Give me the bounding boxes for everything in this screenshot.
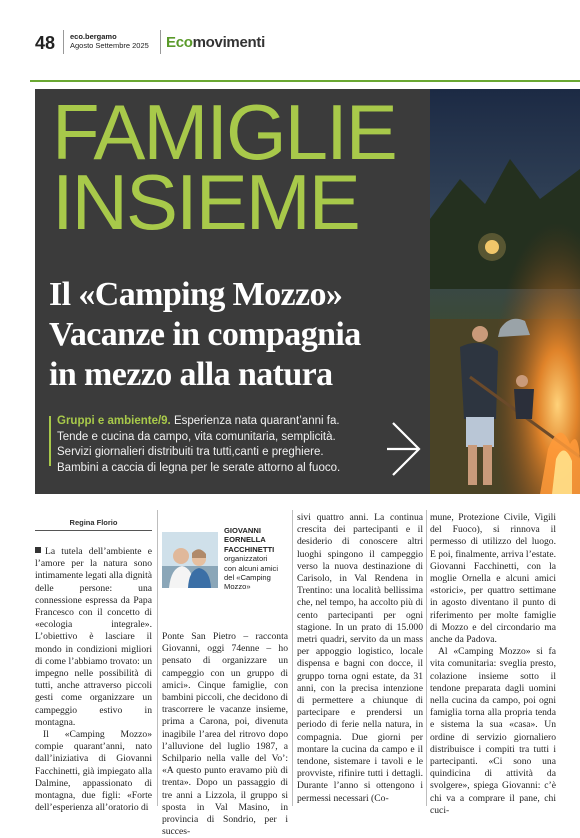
section-title — [166, 34, 265, 51]
caption-role-1: organizzatori — [224, 554, 268, 564]
paragraph: Al «Camping Mozzo» si fa vita comunitaria: sveglia presto, colazione insieme sotto il tendone preparata dagli uomini nella cucina da campo, poi ogni famiglia torna alla propria tenda e sistema la sua «casa». Un ordine di servizio giornaliero distribuisce i compiti tra tutti i partecipanti. «Ci sono una quindicina di attività da svolgere», spiega Giovanni: c’è chi va a comprare il pane, chi cuci- — [430, 646, 556, 816]
article-title — [49, 275, 361, 395]
paragraph: sivi quattro anni. La continua crescita dei partecipanti e il desiderio di conoscere altri luoghi spingono il campeggio verso la nuova destinazione di Carisolo, in Val Rendena in Trentino: una località bellissima che, nel tempo, ha accolto più di cento partecipanti per ogni stagione. In un prato di 15.000 metri quadri, servito da un mass per appoggio logistico, locale dispensa e bagni con docce, il gruppo torna ogni estate, da 31 anni, con la precisa intenzione di permettere a chiunque di partecipare e prendersi un periodo di ferie nella natura, in compagnia. Due giorni per montare la cucina da campo e il tendone, sistemare i tavoli e le provviste, rifinire tutti i dettagli. Durante l’anno si ottengono i permessi necessari (Co- — [297, 512, 423, 804]
issue-date: Agosto Settembre 2025 — [70, 41, 149, 50]
paragraph-text: La tutela dell’ambiente e l’amore per la natura sono intimamente legati alla dignità delle persone: una connessione espressa da Papa Francesco con il concetto di «ecologia integrale». L’obiettivo è lasciare il mondo in condizioni migliori di come l’abbiamo trovato: un impegno nelle possibilità di tutti, anche attraverso piccoli gesti come organizzare un campeggio estivo in montagna. — [35, 546, 152, 728]
summary-accent-bar — [49, 416, 51, 466]
header-divider — [160, 30, 161, 54]
portrait-caption — [224, 526, 294, 592]
column-divider — [292, 510, 293, 806]
summary-line-3: Servizi giornalieri distribuiti tra tutti,canti e preghiere. — [57, 446, 324, 458]
header-divider — [63, 30, 64, 54]
summary-line-4: Bambini a caccia di legna per le serate attorno al fuoco. — [57, 461, 341, 474]
text-column-3 — [297, 512, 423, 805]
caption-role-3: del «Camping — [224, 573, 271, 583]
caption-role-4: Mozzo» — [224, 582, 251, 592]
caption-name-3: FACCHINETTI — [224, 544, 275, 554]
section-rest: movimenti — [192, 34, 265, 51]
page-header — [0, 0, 580, 80]
summary-lead: Gruppi e ambiente/9. — [57, 415, 171, 427]
paragraph: Il «Camping Mozzo» compie quarant’anni, nato dall’iniziativa di Giovanni Facchinetti, già impiegato alla Dalmine, appassionato di montagna, due figli: «Forte dell’esperienza all’oratorio di — [35, 729, 152, 814]
caption-name-1: GIOVANNI — [224, 526, 261, 535]
caption-role-2: con alcuni amici — [224, 563, 279, 573]
page-number: 48 — [35, 33, 56, 53]
portrait-photo — [162, 532, 218, 588]
title-line-1: Il «Camping Mozzo» — [49, 276, 343, 313]
kicker-headline — [52, 88, 396, 246]
summary-line-1: Esperienza nata quarant’anni fa. — [170, 415, 340, 427]
publication-name: eco.bergamo — [70, 32, 117, 41]
publication-info — [70, 32, 149, 50]
column-divider — [426, 510, 427, 806]
text-column-1 — [35, 546, 152, 814]
campfire-photo-illustration — [430, 89, 580, 494]
chevron-right-icon — [387, 419, 423, 479]
article-summary — [57, 414, 402, 476]
text-column-4 — [430, 512, 556, 817]
header-rule — [30, 80, 580, 82]
paragraph — [35, 546, 152, 729]
kicker-line-1: FAMIGLIE — [52, 88, 396, 176]
caption-name-2: EORNELLA — [224, 535, 266, 545]
summary-line-2: Tende e cucina da campo, vita comunitaria, semplicità. — [57, 430, 336, 443]
paragraph: Ponte San Pietro – racconta Giovanni, oggi 74enne – ho pensato di organizzare un campeggio con un gruppo di amici». Cinque famiglie, con bambini piccoli, che decidono di trascorrere le vacanze insieme, prima a Carona, poi, divenuta inagibile l’area del ritrovo dopo l’alluvione del luglio 1987, a Schilpario nella valle del Vo’: «A questo punto eravamo più di trenta». Dopo un passaggio di tre anni a Lizzola, il gruppo si sposta in Val Masino, in provincia di Sondrio, per i succes- — [162, 631, 288, 838]
text-column-2 — [162, 631, 288, 838]
byline-rule — [35, 530, 152, 531]
campfire-photo — [430, 89, 580, 494]
square-bullet-icon — [35, 547, 41, 553]
kicker-line-2: INSIEME — [52, 158, 359, 246]
section-prefix: Eco — [166, 34, 193, 51]
title-line-2: Vacanze in compagnia — [49, 316, 361, 353]
hero-panel — [35, 89, 580, 494]
portrait-illustration — [162, 532, 218, 588]
paragraph: mune, Protezione Civile, Vigili del Fuoco), si rinnova il permesso di utilizzo del luogo. E poi, finalmente, arriva l’estate. Giovanni Facchinetti, con la moglie Ornella e alcuni amici «storici», per quattro settimane in agosto diventano il punto di riferimento per molte famiglie di Mozzo e del circondario ma anche da Padova. — [430, 512, 556, 646]
column-divider — [157, 510, 158, 806]
title-line-3: in mezzo alla natura — [49, 356, 333, 393]
byline: Regina Florio — [69, 518, 118, 527]
